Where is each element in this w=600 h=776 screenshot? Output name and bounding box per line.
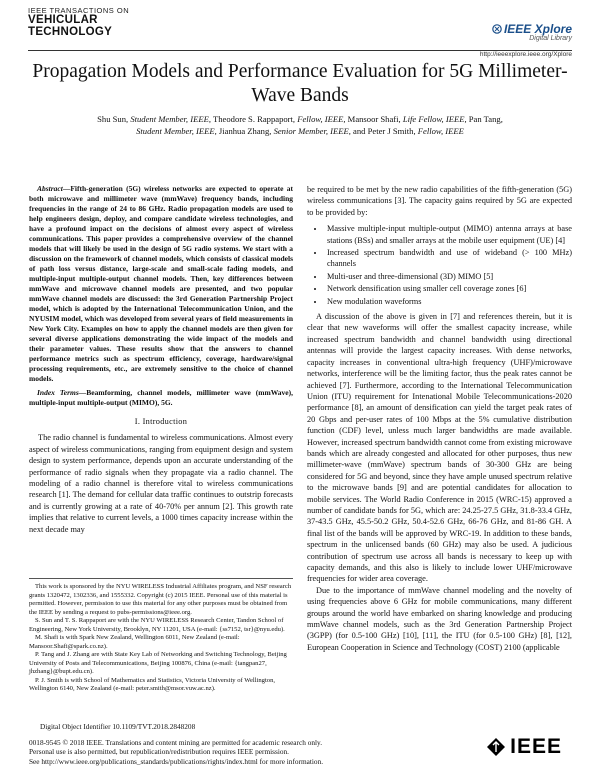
list-item: • Multi-user and three-dimensional (3D) MIMO [5] [325, 271, 572, 282]
author-list [30, 113, 570, 137]
list-item: • Massive multiple-input multiple-output (MIMO) antenna arrays at base stations (BSs) and smaller arrays at the mobile user equipment (UE) [4] [325, 223, 572, 246]
index-terms-text: —Beamforming, channel models, millimeter wave (mmWave), multiple-input multiple-output (MIMO), 5G. [29, 388, 294, 407]
author-sun: Shu Sun, [97, 114, 131, 124]
footnote-funding: This work is sponsored by the NYU WIRELESS Industrial Affiliates program, and NSF research grants 1320472, 1302336, and 1555332. Copyright (c) 2015 IEEE. Personal use of this material is permitted. However, permission to use this material for any other purposes must be obtained from the IEEE by sending a request to pubs-permissions@ieee.org. [29, 583, 292, 616]
footnote-affiliation-nyu: S. Sun and T. S. Rappaport are with the NYU WIRELESS Research Center, Tandon School of Engineering, New York University, Brooklyn, NY 11201, USA (e-mail: {ss7152, tsr}@nyu.edu). [29, 617, 285, 633]
author-tang: , Pan Tang, [464, 114, 503, 124]
author-role: Fellow, IEEE [417, 126, 464, 136]
ieee-diamond-icon [486, 737, 506, 757]
author-role: Student Member, IEEE [130, 114, 209, 124]
abstract-label: Abstract [37, 184, 63, 193]
journal-series-label: IEEE TRANSACTIONS ON [28, 6, 130, 15]
right-paragraph-2: Due to the importance of mmWave channel modeling and the novelty of using frequencies above 6 GHz for mobile communications, many different groups around the world have embarked on sharing knowledge and producing mmWave channel models, such as the 3rd Generation Partnership Project (3GPP) (for 0.5-100 GHz) [10], [11], the ITU (for 0.5-100 GHz) [8], [12], European Cooperation in Science and Technology (COST) 2100 (applicable [307, 585, 572, 652]
author-role: Life Fellow, IEEE [402, 114, 465, 124]
author-role: Student Member, IEEE [136, 126, 215, 136]
journal-name [28, 14, 112, 38]
author-shafi: , Mansoor Shafi, [343, 114, 403, 124]
ieee-wordmark: IEEE [510, 735, 562, 758]
xplore-url-link[interactable]: http://ieeexplore.ieee.org/Xplore [479, 51, 572, 58]
ieee-xplore-logo[interactable] [492, 22, 572, 42]
doi-line: Digital Object Identifier 10.1109/TVT.2018.2848208 [40, 722, 196, 731]
section-heading-introduction: I. Introduction [134, 417, 188, 426]
author-smith: , and Peter J Smith, [348, 126, 418, 136]
left-column [29, 184, 293, 535]
footnotes [29, 578, 293, 694]
copyright-line-3[interactable]: See http://www.ieee.org/publications_standards/publications/rights/index.html for more information. [29, 756, 324, 766]
right-paragraph-0: be required to be met by the new radio capabilities of the fifth-generation (5G) wireless communications [3]. The capacity gains required by 5G are expected to be provided by: [307, 185, 572, 217]
author-line-2 [30, 125, 570, 137]
xplore-sub: Digital Library [529, 35, 572, 42]
index-terms-label: Index Terms [37, 388, 79, 397]
footnote-affiliation-bupt: P. Tang and J. Zhang are with State Key Lab of Networking and Switching Technology, Beijing University of Posts and Telecommunications, Beijing 100876, China (e-mail: {tangpan27, jhzhang}@bupt.edu.cn). [29, 651, 287, 675]
author-zhang: , Jianhua Zhang, [214, 126, 274, 136]
author-role: Fellow, IEEE [297, 114, 344, 124]
capacity-bullet-list [307, 223, 572, 307]
intro-paragraph-1: The radio channel is fundamental to wireless communications. Almost every aspect of wireless communications, ranging from equipment design and system design to system performance, depends upon an accurate understanding of the performance of radio signals when they propagate via a radio channel. The modeling of a radio channel is therefore vital to wireless communications research [1]. The demand for cellular data traffic continues to outstrip forecasts and is currently growing at a rate of 40-70% per annum [2]. This growth rate implies that relative to current levels, a 1000 times capacity increase within the next decade may [29, 433, 293, 534]
xplore-emblem-icon [492, 24, 502, 34]
copyright-line-2: Personal use is also permitted, but republication/redistribution requires IEEE permission. [29, 747, 289, 757]
author-line-1 [30, 113, 570, 125]
list-item: • Increased spectrum bandwidth and use of wideband (> 100 MHz) channels [325, 247, 572, 270]
xplore-brand-text: IEEE Xplore [503, 22, 572, 36]
ieee-logo [486, 735, 562, 759]
author-rappaport: , Theodore S. Rappaport, [208, 114, 298, 124]
author-role: Senior Member, IEEE [273, 126, 349, 136]
copyright-line-1: 0018-9545 © 2018 IEEE. Translations and content mining are permitted for academic research only. [29, 738, 323, 747]
paper-title: Propagation Models and Performance Evaluation for 5G Millimeter-Wave Bands [32, 61, 568, 106]
xplore-brand [492, 22, 572, 36]
list-item: • Network densification using smaller cell coverage zones [6] [325, 283, 572, 294]
right-paragraph-1: A discussion of the above is given in [7] and references therein, but it is clear that new waveforms will offer the smallest capacity increase, while increased spectrum bandwidth and channel bandwidth using directional antennas will provide the largest capacity increases. With dense networks, capacity increases in conventional ultra-high frequency (UHF)/microwave networks, interference will be the limiting factor, thus the peak rates cannot be achieved [7]. Furthermore, according to the International Telecommunication Union (ITU) requirement for Intenational Mobile Telecommunications-2020 performance [8], an amount of densification can yield the target peak rates of 20 Gbps and per-user rates of 100 Mbps at the 5% cumulative distribution function (CDF) level, unless much larger bandwidths are made available. However, increased spectrum bandwidth cannot come from existing microwave bands which are already congested and allocated for other purposes, thus new millimeter-wave (mmWave) spectrum bands of 30-300 GHz are being considered for 5G and beyond, since they have ample unused spectrum relative to the microwave bands [9] and are potential candidates for allocation to mobile services. The World Radio Conference in 2015 (WRC-15) approved a number of candidate bands for 5G, which are: 24.25-27.5 GHz, 31.8-33.4 GHz, 37-43.5 GHz, 45.5-50.2 GHz, 50.4-52.6 GHz, 66-76 GHz, and 81-86 GH. A final list of the bands will be approved by WRC-19. In addition to these bands, spectrum in the unlicensed bands (60 GHz) may also be used. A judicious contribution of spectrum use across all bands is necessary to keep up with capacity demands, and this also is likely to include lower UHF/microwave frequencies for wider area coverage. [307, 312, 572, 584]
journal-name-line2: TECHNOLOGY [28, 26, 113, 38]
list-item: • New modulation waveforms [325, 296, 572, 307]
abstract [29, 184, 293, 384]
index-terms [29, 388, 293, 408]
footnote-affiliation-spark: M. Shafi is with Spark New Zealand, Wellington 6011, New Zealand (e-mail: Mansoor.Shafi@spark.co.nz). [29, 634, 240, 650]
abstract-text: —Fifth-generation (5G) wireless networks are expected to operate at both microwave and millimeter wave (mmWave) frequency bands, including frequencies in the range of 24 to 86 GHz. Radio propagation models are used to help engineers design, deploy, and compare candidate wireless technologies, and have a profound impact on the decisions of almost every aspect of wireless communications. This paper provides a comprehensive overview of the channel models that will likely be used in the design of 5G radio systems. We start with a discussion on the framework of channel models, which consists of classical models of path loss versus distance, large-scale and small-scale fading models, and multiple-input multiple-output channel models. Then, key differences between mmWave and microwave channel models are presented, and two popular mmWave channel models are discussed: the 3rd Generation Partnership Project model, which is adopted by the International Telecommunication Union, and the NYUSIM model, which was developed from several years of field measurements in New York City. Examples on how to apply the channel models are then given for several diverse applications demonstrating the wide impact of the models and their parameter values. These results show that the answers to channel performance metrics such as spectrum efficiency, coverage, hardware/signal processing requirements, etc., are extremely sensitive to the choice of channel models. [29, 184, 293, 383]
footnote-affiliation-vuw: P. J. Smith is with School of Mathematics and Statistics, Victoria University of Wellington, Wellington 6140, New Zealand (e-mail: peter.smith@msor.vuw.ac.nz). [29, 676, 276, 692]
right-column [307, 184, 572, 653]
journal-name-line1: VEHICULAR [28, 14, 98, 26]
copyright-notice [29, 738, 469, 766]
